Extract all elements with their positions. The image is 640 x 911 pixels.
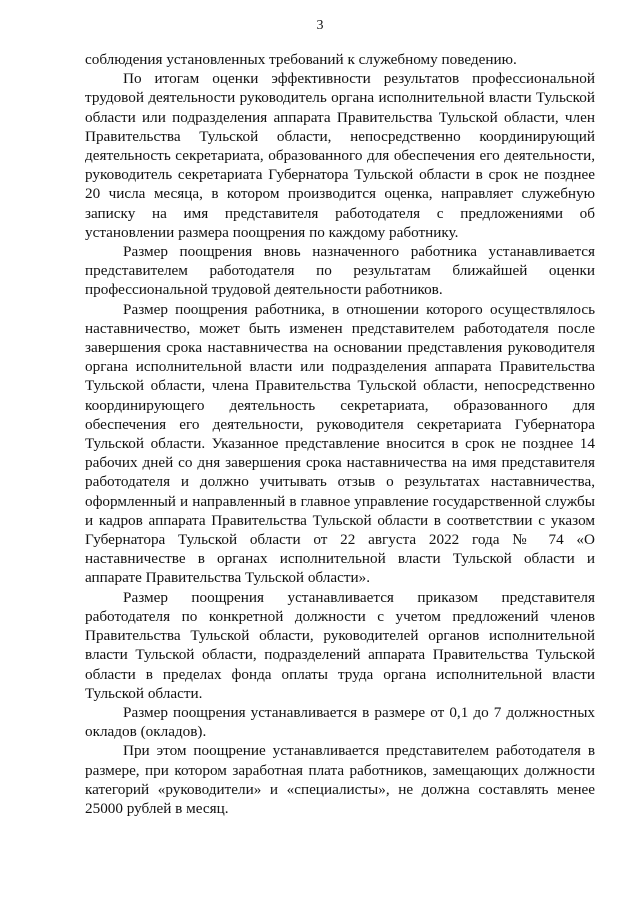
paragraph-new-employee-bonus: Размер поощрения вновь назначенного работника устанавливается представителем работодателя по результатам ближайшей оценки профессиональной трудовой деятельности работников. (85, 243, 595, 299)
paragraph-bonus-range: Размер поощрения устанавливается в размере от 0,1 до 7 должностных окладов (окладов). (85, 703, 595, 741)
paragraph-evaluation-results: По итогам оценки эффективности результатов профессиональной трудовой деятельности руководитель органа исполнительной власти Тульской области или подразделения аппарата Правительства Тульской области, член Правительства Тульской области, непосредственно координирующий деятельность секретариата, образованного для обеспечения его деятельности, руководитель секретариата Губернатора Тульской области в срок не позднее 20 числа месяца, в котором производится оценка, направляет служебную записку на имя представителя работодателя с предложениями об установлении размера поощрения по каждому работнику. (85, 70, 595, 241)
paragraph-mentoring-bonus-change: Размер поощрения работника, в отношении которого осуществлялось наставничество, может быть изменен представителем работодателя после завершения срока наставничества на основании представления руководителя органа исполнительной власти или подразделения аппарата Правительства Тульской области, члена Правительства Тульской области, непосредственно координирующего деятельность секретариата, образованного для обеспечения его деятельности, руководителя секретариата Губернатора Тульской области. Указанное представление вносится в срок не позднее 14 рабочих дней со дня завершения срока наставничества на имя представителя работодателя и должно учитывать отзыв о результатах наставничества, оформленный и направленный в главное управление государственной службы и кадров аппарата Правительства Тульской области в соответствии с указом Губернатора Тульской области от 22 августа 2022 года № 74 «О наставничестве в органах исполнительной власти Тульской области и аппарате Правительства Тульской области». (85, 300, 595, 587)
document-body (85, 50, 595, 818)
page-number: 3 (316, 18, 324, 33)
paragraph-continuation: соблюдения установленных требований к служебному поведению. (85, 51, 517, 68)
paragraph-bonus-order: Размер поощрения устанавливается приказом представителя работодателя по конкретной должности с учетом предложений членов Правительства Тульской области, руководителей органов исполнительной власти Тульской области, подразделений аппарата Правительства Тульской области в пределах фонда оплаты труда органа исполнительной власти Тульской области. (85, 588, 595, 702)
paragraph-minimum-salary: При этом поощрение устанавливается представителем работодателя в размере, при котором заработная плата работников, замещающих должности категорий «руководители» и «специалисты», не должна составлять менее 25000 рублей в месяц. (85, 742, 595, 817)
